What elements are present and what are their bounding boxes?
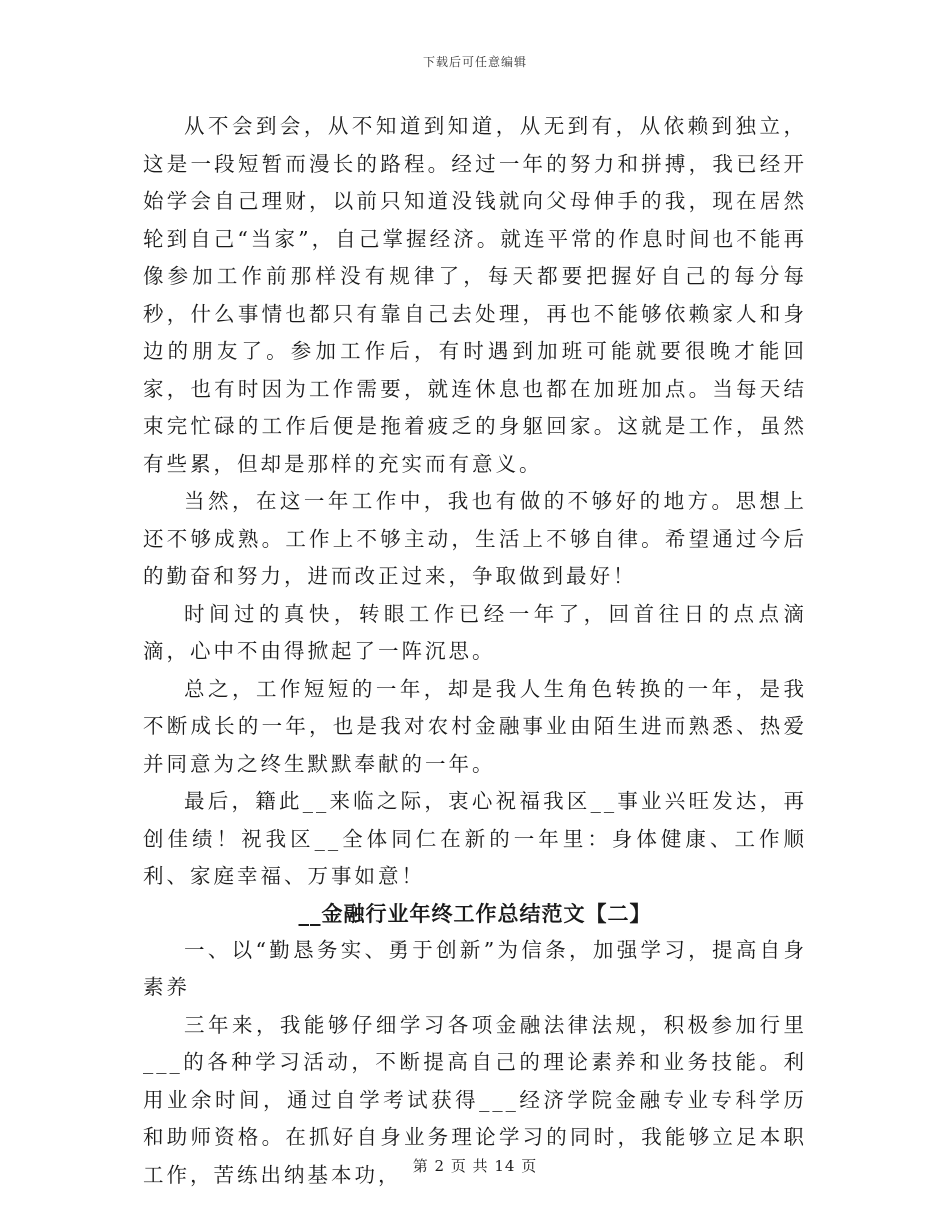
section-title: __金融行业年终工作总结范文【二】 [298,901,652,926]
header-note: 下载后可任意编辑 [422,55,527,69]
paragraph: 从不会到会，从不知道到知道，从无到有，从依赖到独立，这是一段短暂而漫长的路程。经过一年的努力和拼搏，我已经开始学会自己理财，以前只知道没钱就向父母伸手的我，现在居然轮到自己“当家”，自己掌握经济。就连平常的作息时间也不能再像参加工作前那样没有规律了，每天都要把握好自己的每分每秒，什么事情也都只有靠自己去处理，再也不能够依赖家人和身边的朋友了。参加工作后，有时遇到加班可能就要很晚才能回家，也有时因为工作需要，就连休息也都在加班加点。当每天结束完忙碌的工作后便是拖着疲乏的身躯回家。这就是工作，虽然有些累，但却是那样的充实而有意义。 [143,114,807,476]
paragraph: 总之，工作短短的一年，却是我人生角色转换的一年，是我不断成长的一年，也是我对农村金融事业由陌生进而熟悉、热爱并同意为之终生默默奉献的一年。 [143,676,807,776]
paragraph: 当然，在这一年工作中，我也有做的不够好的地方。思想上还不够成熟。工作上不够主动，生活上不够自律。希望通过今后的勤奋和努力，进而改正过来，争取做到最好！ [143,489,807,588]
paragraph: 时间过的真快，转眼工作已经一年了，回首往日的点点滴滴，心中不由得掀起了一阵沉思。 [143,601,807,663]
document-body [143,108,807,1194]
page-number: 第 2 页 共 14 页 [412,1157,538,1175]
paragraph: 三年来，我能够仔细学习各项金融法律法规，积极参加行里___的各种学习活动，不断提高自己的理论素养和业务技能。利用业余时间，通过自学考试获得___经济学院金融专业专科学历和助师资格。在抓好自身业务理论学习的同时，我能够立足本职工作，苦练出纳基本功， [143,1012,807,1187]
paragraph: 一、以“勤恳务实、勇于创新”为信条，加强学习，提高自身素养 [143,937,807,999]
paragraph: 最后，籍此__来临之际，衷心祝福我区__事业兴旺发达，再创佳绩！祝我区__全体同仁在新的一年里：身体健康、工作顺利、家庭幸福、万事如意！ [143,789,807,888]
